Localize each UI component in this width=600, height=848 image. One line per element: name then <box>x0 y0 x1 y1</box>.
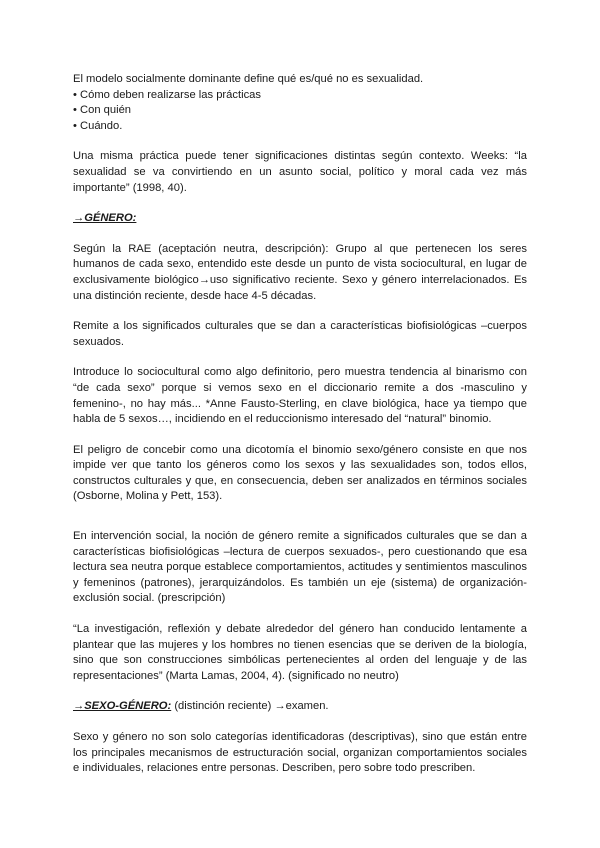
sexuality-model-intro: El modelo socialmente dominante define qué es/qué no es sexualidad. <box>73 73 424 85</box>
paragraph-lamas-quote: “La investigación, reflexión y debate alrededor del género han conducido lentamente a plantear que las mujeres y los hombres no tienen esencias que se deriven de la biología, sino que son construcciones simbólicas pertenecientes al orden del lenguaje y de las representaciones” (Marta Lamas, 2004, 4). (significado no neutro) <box>73 623 527 682</box>
paragraph-cultural-meanings: Remite a los significados culturales que se dan a características biofisiológicas –cuerpos sexuados. <box>73 320 527 348</box>
bullet-item: • Cuándo. <box>73 119 123 132</box>
bullet-item: • Con quién <box>73 104 132 117</box>
paragraph-binarism: Introduce lo sociocultural como algo definitorio, pero muestra tendencia al binarismo con “de cada sexo” porque si vemos sexo en el diccionario remite a dos -masculino y femenino-, no hay más... *Anne Fausto-Sterling, en clave biológica, hace ya tiempo que habla de 5 sexos…, incidiendo en el reduccionismo interesado del “natural” binomio. <box>73 366 527 426</box>
bullet-item: • Cómo deben realizarse las prácticas <box>73 88 261 101</box>
section-heading-genero: →GÉNERO: <box>73 212 137 225</box>
paragraph-rae-definition: Según la RAE (aceptación neutra, descripción): Grupo al que pertenecen los seres humanos de cada sexo, entendido este desde un punto de vista sociocultural, en lugar de exclusivamente biológico→uso significativo reciente. Sexo y género interrelacionados. Es una distinción reciente, desde hace 4-5 décadas. <box>73 242 527 302</box>
paragraph-social-intervention: En intervención social, la noción de género remite a significados culturales que se dan a características biofisiológicas –lectura de cuerpos sexuados-, pero cuestionando que esa lectura sea neutra porque establece comportamientos, actitudes y sentimientos masculinos y femeninos (patrones), jerarquizándolos. Es también un eje (sistema) de organización-exclusión social. (prescripción) <box>73 530 527 605</box>
paragraph-weeks-quote: Una misma práctica puede tener significaciones distintas según contexto. Weeks: “la sexualidad se va convirtiendo en un asunto social, político y moral cada vez más importante” (1998, 40). <box>73 150 527 194</box>
paragraph-sexuality-model <box>73 72 527 134</box>
section-heading-sexo-genero-line <box>73 699 527 715</box>
sexo-genero-note: (distinción reciente) →examen. <box>171 700 329 713</box>
paragraph-sex-gender-categories: Sexo y género no son solo categorías identificadoras (descriptivas), sino que están entre los principales mecanismos de estructuración social, organizan comportamientos sociales e individuales, relaciones entre personas. Describen, pero sobre todo prescriben. <box>73 731 527 775</box>
section-heading-sexo-genero: →SEXO-GÉNERO: <box>73 700 172 713</box>
paragraph-dichotomy-danger: El peligro de concebir como una dicotomía el binomio sexo/género consiste en que nos impide ver que tanto los géneros como los sexos y las sexualidades son, todos ellos, constructos culturales y que, en consecuencia, deben ser analizados en términos sociales (Osborne, Molina y Pett, 153). <box>73 443 527 503</box>
